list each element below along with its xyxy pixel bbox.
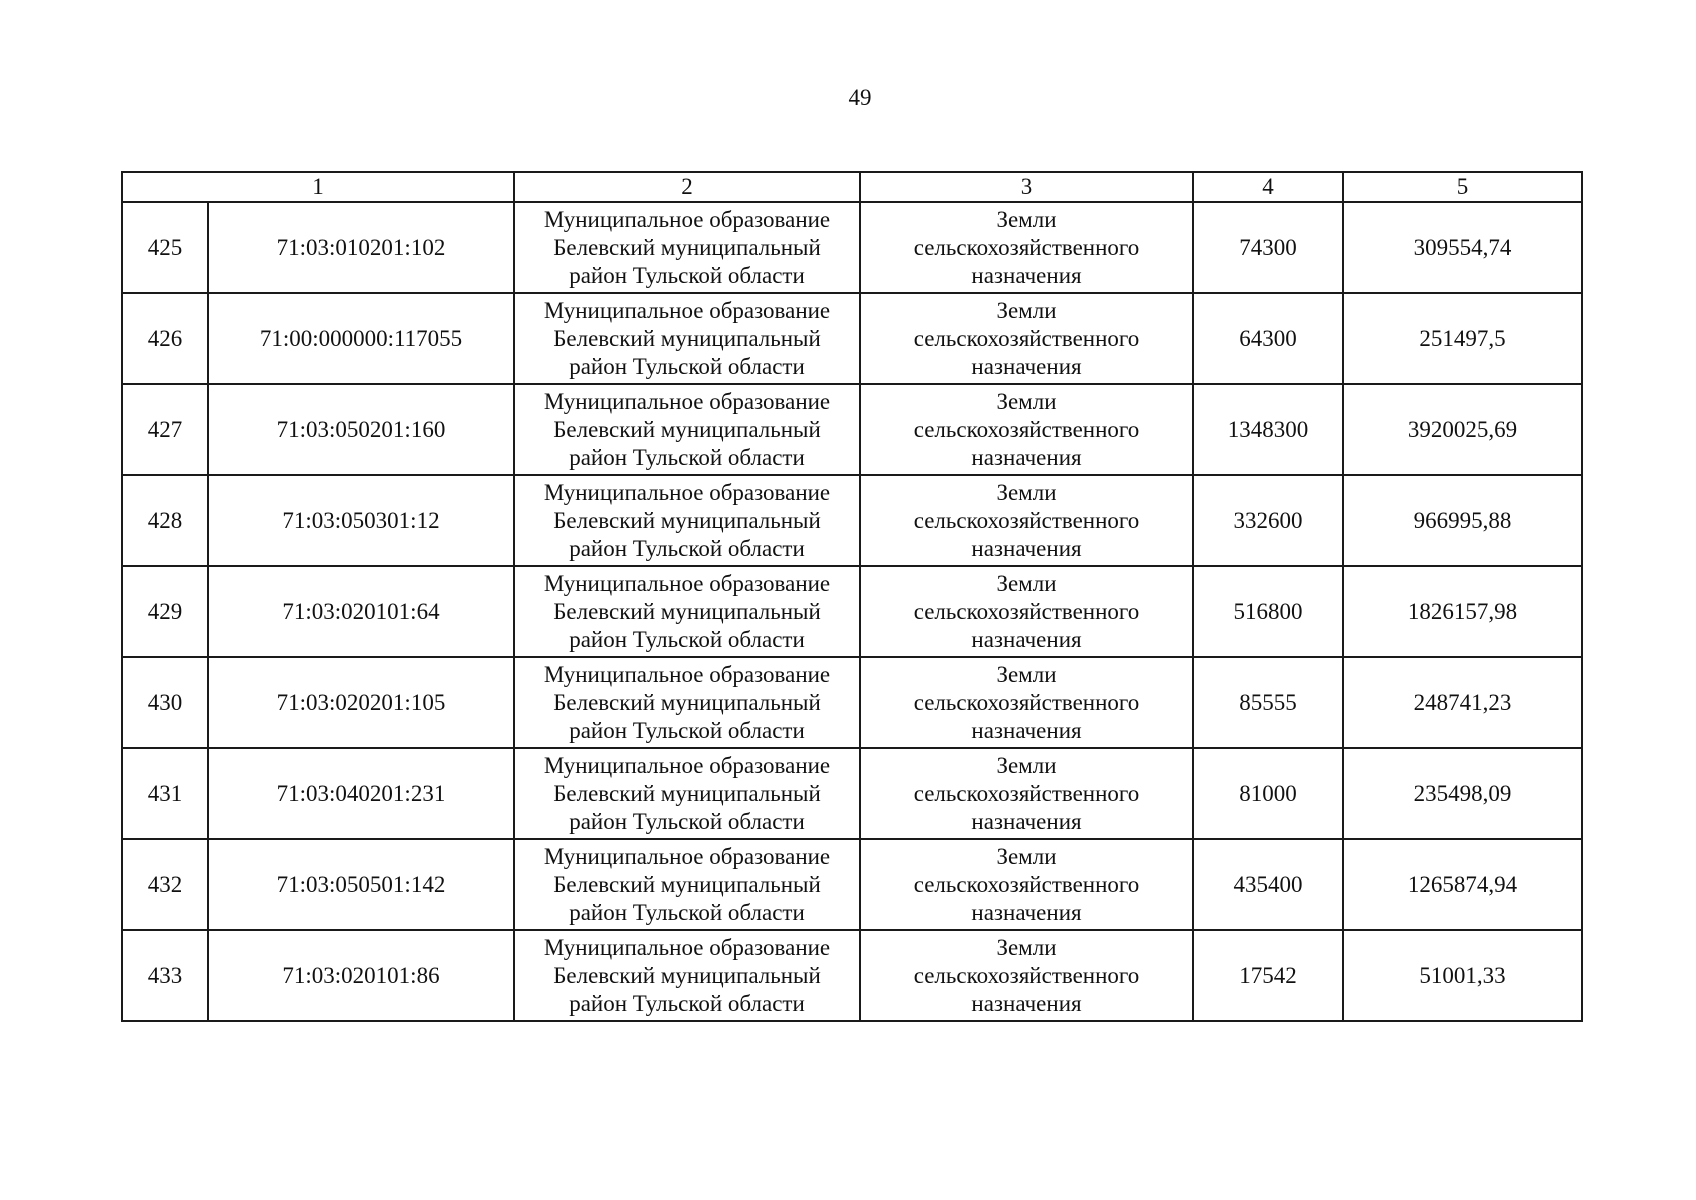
table-row	[122, 202, 1582, 293]
land-category-cell-line: назначения	[971, 262, 1082, 288]
land-category-cell-line: назначения	[971, 717, 1082, 743]
owner-cell-line: Муниципальное образование	[543, 206, 831, 232]
owner-cell-line: Муниципальное образование	[543, 934, 831, 960]
cadastral-value-cell: 1265874,94	[1343, 839, 1582, 930]
table-row	[122, 930, 1582, 1021]
land-category-cell-line: назначения	[971, 353, 1082, 379]
cadastral-number-cell: 71:03:020101:86	[208, 930, 514, 1021]
land-category-cell-line: сельскохозяйственного	[913, 416, 1140, 442]
owner-cell-line: район Тульской области	[569, 717, 805, 743]
land-category-cell	[860, 748, 1193, 839]
owner-cell-line: Белевский муниципальный	[553, 507, 821, 533]
owner-cell-line: Муниципальное образование	[543, 297, 831, 323]
cadastral-value-cell: 3920025,69	[1343, 384, 1582, 475]
cadastral-number-cell: 71:03:020201:105	[208, 657, 514, 748]
cadastral-value-cell: 1826157,98	[1343, 566, 1582, 657]
area-cell: 17542	[1193, 930, 1343, 1021]
land-category-cell-line: Земли	[996, 388, 1057, 414]
land-category-cell-line: назначения	[971, 808, 1082, 834]
land-category-cell-line: сельскохозяйственного	[913, 780, 1140, 806]
owner-cell-line: Муниципальное образование	[543, 752, 831, 778]
land-category-cell	[860, 384, 1193, 475]
land-category-cell	[860, 657, 1193, 748]
owner-cell-line: район Тульской области	[569, 535, 805, 561]
owner-cell-line: Муниципальное образование	[543, 570, 831, 596]
column-header-4: 4	[1193, 172, 1343, 202]
area-cell: 81000	[1193, 748, 1343, 839]
owner-cell	[514, 748, 860, 839]
owner-cell-line: район Тульской области	[569, 262, 805, 288]
row-number-cell: 427	[122, 384, 208, 475]
cadastral-value-cell: 248741,23	[1343, 657, 1582, 748]
owner-cell-line: Муниципальное образование	[543, 843, 831, 869]
owner-cell	[514, 384, 860, 475]
land-category-cell-line: Земли	[996, 479, 1057, 505]
page-number: 49	[848, 85, 872, 110]
land-category-cell	[860, 293, 1193, 384]
cadastral-number-cell: 71:03:010201:102	[208, 202, 514, 293]
land-category-cell-line: сельскохозяйственного	[913, 234, 1140, 260]
land-register-table	[121, 171, 1583, 1022]
cadastral-value-cell: 251497,5	[1343, 293, 1582, 384]
land-category-cell-line: сельскохозяйственного	[913, 962, 1140, 988]
owner-cell-line: Белевский муниципальный	[553, 780, 821, 806]
table-row	[122, 384, 1582, 475]
column-number-row	[122, 172, 1582, 202]
owner-cell	[514, 930, 860, 1021]
land-category-cell-line: сельскохозяйственного	[913, 325, 1140, 351]
column-header-5: 5	[1343, 172, 1582, 202]
land-category-cell-line: сельскохозяйственного	[913, 689, 1140, 715]
table-row	[122, 657, 1582, 748]
owner-cell-line: Белевский муниципальный	[553, 871, 821, 897]
table-body	[122, 202, 1582, 1021]
owner-cell	[514, 475, 860, 566]
land-category-cell	[860, 839, 1193, 930]
cadastral-value-cell: 309554,74	[1343, 202, 1582, 293]
land-category-cell-line: назначения	[971, 899, 1082, 925]
land-category-cell	[860, 475, 1193, 566]
land-category-cell-line: Земли	[996, 934, 1057, 960]
table-row	[122, 748, 1582, 839]
row-number-cell: 428	[122, 475, 208, 566]
land-category-cell-line: Земли	[996, 206, 1057, 232]
land-category-cell	[860, 202, 1193, 293]
land-category-cell	[860, 930, 1193, 1021]
land-category-cell-line: сельскохозяйственного	[913, 871, 1140, 897]
cadastral-value-cell: 966995,88	[1343, 475, 1582, 566]
row-number-cell: 432	[122, 839, 208, 930]
owner-cell-line: район Тульской области	[569, 899, 805, 925]
owner-cell-line: Белевский муниципальный	[553, 598, 821, 624]
cadastral-number-cell: 71:03:050201:160	[208, 384, 514, 475]
land-category-cell-line: Земли	[996, 297, 1057, 323]
cadastral-number-cell: 71:03:040201:231	[208, 748, 514, 839]
owner-cell-line: Муниципальное образование	[543, 388, 831, 414]
owner-cell	[514, 657, 860, 748]
row-number-cell: 433	[122, 930, 208, 1021]
owner-cell-line: Муниципальное образование	[543, 479, 831, 505]
owner-cell-line: район Тульской области	[569, 808, 805, 834]
land-category-cell-line: назначения	[971, 990, 1082, 1016]
cadastral-number-cell: 71:03:020101:64	[208, 566, 514, 657]
owner-cell	[514, 293, 860, 384]
column-header-3: 3	[860, 172, 1193, 202]
land-category-cell-line: сельскохозяйственного	[913, 598, 1140, 624]
land-category-cell-line: Земли	[996, 570, 1057, 596]
owner-cell	[514, 566, 860, 657]
area-cell: 85555	[1193, 657, 1343, 748]
owner-cell-line: Белевский муниципальный	[553, 325, 821, 351]
owner-cell-line: район Тульской области	[569, 444, 805, 470]
land-category-cell-line: сельскохозяйственного	[913, 507, 1140, 533]
owner-cell	[514, 839, 860, 930]
cadastral-value-cell: 51001,33	[1343, 930, 1582, 1021]
column-header-2: 2	[514, 172, 860, 202]
land-category-cell-line: Земли	[996, 843, 1057, 869]
table-row	[122, 839, 1582, 930]
table-row	[122, 475, 1582, 566]
owner-cell-line: район Тульской области	[569, 626, 805, 652]
row-number-cell: 431	[122, 748, 208, 839]
column-header-1: 1	[122, 172, 514, 202]
owner-cell	[514, 202, 860, 293]
area-cell: 435400	[1193, 839, 1343, 930]
cadastral-value-cell: 235498,09	[1343, 748, 1582, 839]
area-cell: 74300	[1193, 202, 1343, 293]
land-category-cell	[860, 566, 1193, 657]
land-category-cell-line: назначения	[971, 626, 1082, 652]
table-row	[122, 293, 1582, 384]
area-cell: 1348300	[1193, 384, 1343, 475]
row-number-cell: 426	[122, 293, 208, 384]
owner-cell-line: Белевский муниципальный	[553, 689, 821, 715]
owner-cell-line: Белевский муниципальный	[553, 234, 821, 260]
area-cell: 332600	[1193, 475, 1343, 566]
cadastral-number-cell: 71:03:050501:142	[208, 839, 514, 930]
owner-cell-line: Белевский муниципальный	[553, 416, 821, 442]
owner-cell-line: район Тульской области	[569, 353, 805, 379]
area-cell: 516800	[1193, 566, 1343, 657]
row-number-cell: 430	[122, 657, 208, 748]
table-row	[122, 566, 1582, 657]
land-category-cell-line: Земли	[996, 752, 1057, 778]
land-category-cell-line: назначения	[971, 444, 1082, 470]
owner-cell-line: Белевский муниципальный	[553, 962, 821, 988]
cadastral-number-cell: 71:00:000000:117055	[208, 293, 514, 384]
row-number-cell: 429	[122, 566, 208, 657]
cadastral-number-cell: 71:03:050301:12	[208, 475, 514, 566]
land-category-cell-line: Земли	[996, 661, 1057, 687]
owner-cell-line: Муниципальное образование	[543, 661, 831, 687]
area-cell: 64300	[1193, 293, 1343, 384]
owner-cell-line: район Тульской области	[569, 990, 805, 1016]
land-category-cell-line: назначения	[971, 535, 1082, 561]
row-number-cell: 425	[122, 202, 208, 293]
